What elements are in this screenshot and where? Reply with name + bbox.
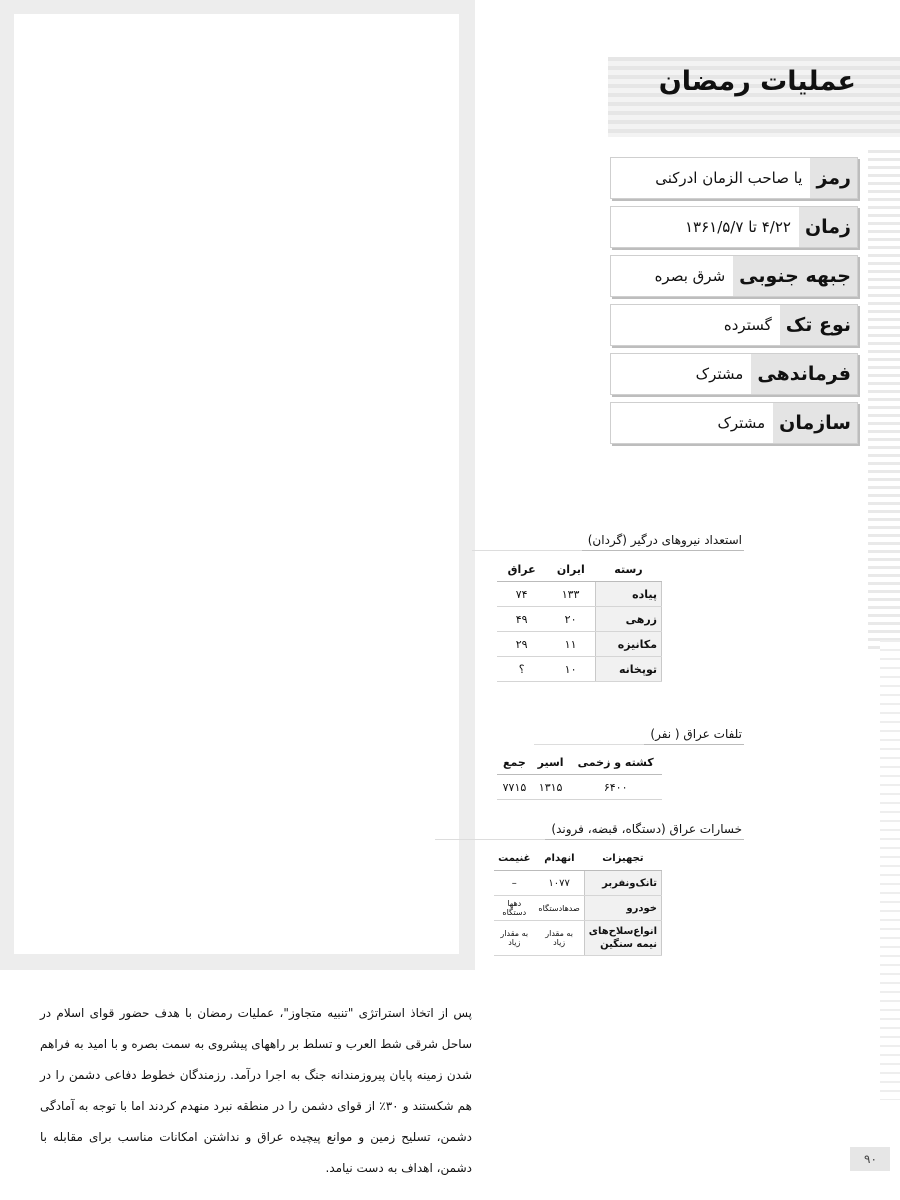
table-cell: به مقدار زیاد — [494, 921, 534, 956]
info-label: رمز — [810, 158, 857, 198]
row-label: خودرو — [584, 896, 661, 921]
info-value: ۴/۲۲ تا ۱۳۶۱/۵/۷ — [684, 218, 791, 236]
table-cell: ۷۴ — [497, 582, 546, 607]
page-title: عملیات رمضان — [658, 66, 856, 97]
table-cell: ۱۰ — [546, 657, 595, 682]
table-header: جمع — [497, 750, 532, 775]
info-label: فرماندهی — [751, 354, 857, 394]
table-row — [497, 632, 662, 657]
page-number: ۹۰ — [850, 1147, 890, 1171]
table-cell: ۱۰۷۷ — [534, 871, 584, 896]
table-cell: ۲۰ — [546, 607, 595, 632]
table-row — [494, 871, 661, 896]
row-label: زرهی — [595, 607, 661, 632]
row-label: پیاده — [595, 582, 661, 607]
casualties-table — [497, 750, 662, 800]
table-header: غنیمت — [494, 846, 534, 871]
table-cell: دهها دستگاه — [494, 896, 534, 921]
table-cell: به مقدار زیاد — [534, 921, 584, 956]
table-cell: ۷۷۱۵ — [497, 775, 532, 800]
table-cell: ۱۳۱۵ — [532, 775, 569, 800]
table-header: اسیر — [532, 750, 569, 775]
table-row — [497, 582, 662, 607]
decorative-stripes — [868, 150, 900, 650]
forces-title: استعداد نیروهای درگیر (گردان) — [582, 533, 744, 551]
info-value: مشترک — [695, 365, 744, 383]
casualties-title: تلفات عراق ( نفر) — [644, 727, 744, 745]
forces-table — [497, 557, 662, 682]
info-label: زمان — [799, 207, 857, 247]
table-row — [497, 775, 662, 800]
body-paragraph: پس از اتخاذ استراتژی "تنبیه متجاوز"، عملیات رمضان با هدف حضور قوای اسلام در ساحل شرقی شط العرب و تسلط بر راههای پیشروی به سمت بصره و با امید به فراهم شدن زمینه پایان پیروزمندانه جنگ به اجرا درآمد. رزمندگان خطوط دفاعی دشمن را در هم شکستند و ۳۰٪ از قوای دشمن را در منطقه نبرد منهدم کردند اما با توجه به آمادگی دشمن، تسلیح زمین و موانع پیچیده عراق و نداشتن امکانات مناسب برای مقابله با دشمن، اهداف به دست نیامد. — [40, 1006, 472, 1175]
table-row — [494, 921, 661, 956]
info-value: شرق بصره — [654, 267, 726, 285]
row-label: توپخانه — [595, 657, 661, 682]
table-cell: ۱۱ — [546, 632, 595, 657]
row-label: تانک‌ونفربر — [584, 871, 661, 896]
losses-table — [494, 846, 662, 956]
left-gray-panel — [0, 0, 475, 970]
table-cell: صدهادستگاه — [534, 896, 584, 921]
table-header: عراق — [497, 557, 546, 582]
table-cell: ۴۹ — [497, 607, 546, 632]
info-label: سازمان — [773, 403, 857, 443]
table-header: تجهیزات — [584, 846, 661, 871]
info-value: مشترک — [717, 414, 766, 432]
row-label: مکانیزه — [595, 632, 661, 657]
losses-title: خسارات عراق (دستگاه، قبضه، فروند) — [545, 822, 744, 840]
row-label: انواع‌سلاح‌های نیمه سنگین — [584, 921, 661, 956]
table-row — [494, 896, 661, 921]
info-row-front — [610, 255, 858, 297]
info-value: گسترده — [723, 316, 772, 334]
table-header: کشته و زخمی — [569, 750, 662, 775]
info-label: جبهه جنوبی — [733, 256, 857, 296]
table-header: ایران — [546, 557, 595, 582]
info-row-command — [610, 353, 858, 395]
image-placeholder — [14, 14, 459, 954]
table-header: انهدام — [534, 846, 584, 871]
info-row-code — [610, 157, 858, 199]
info-row-organization — [610, 402, 858, 444]
table-row — [497, 657, 662, 682]
info-row-time — [610, 206, 858, 248]
info-label: نوع تک — [780, 305, 857, 345]
table-cell: ؟ — [497, 657, 546, 682]
table-cell: ۲۹ — [497, 632, 546, 657]
table-cell: ۶۴۰۰ — [569, 775, 662, 800]
decorative-stripes-lower — [880, 640, 900, 1100]
table-header: رسته — [595, 557, 661, 582]
table-cell: – — [494, 871, 534, 896]
table-cell: ۱۳۳ — [546, 582, 595, 607]
table-row — [497, 607, 662, 632]
info-value: یا صاحب الزمان ادرکنی — [655, 169, 803, 187]
info-row-attack-type — [610, 304, 858, 346]
